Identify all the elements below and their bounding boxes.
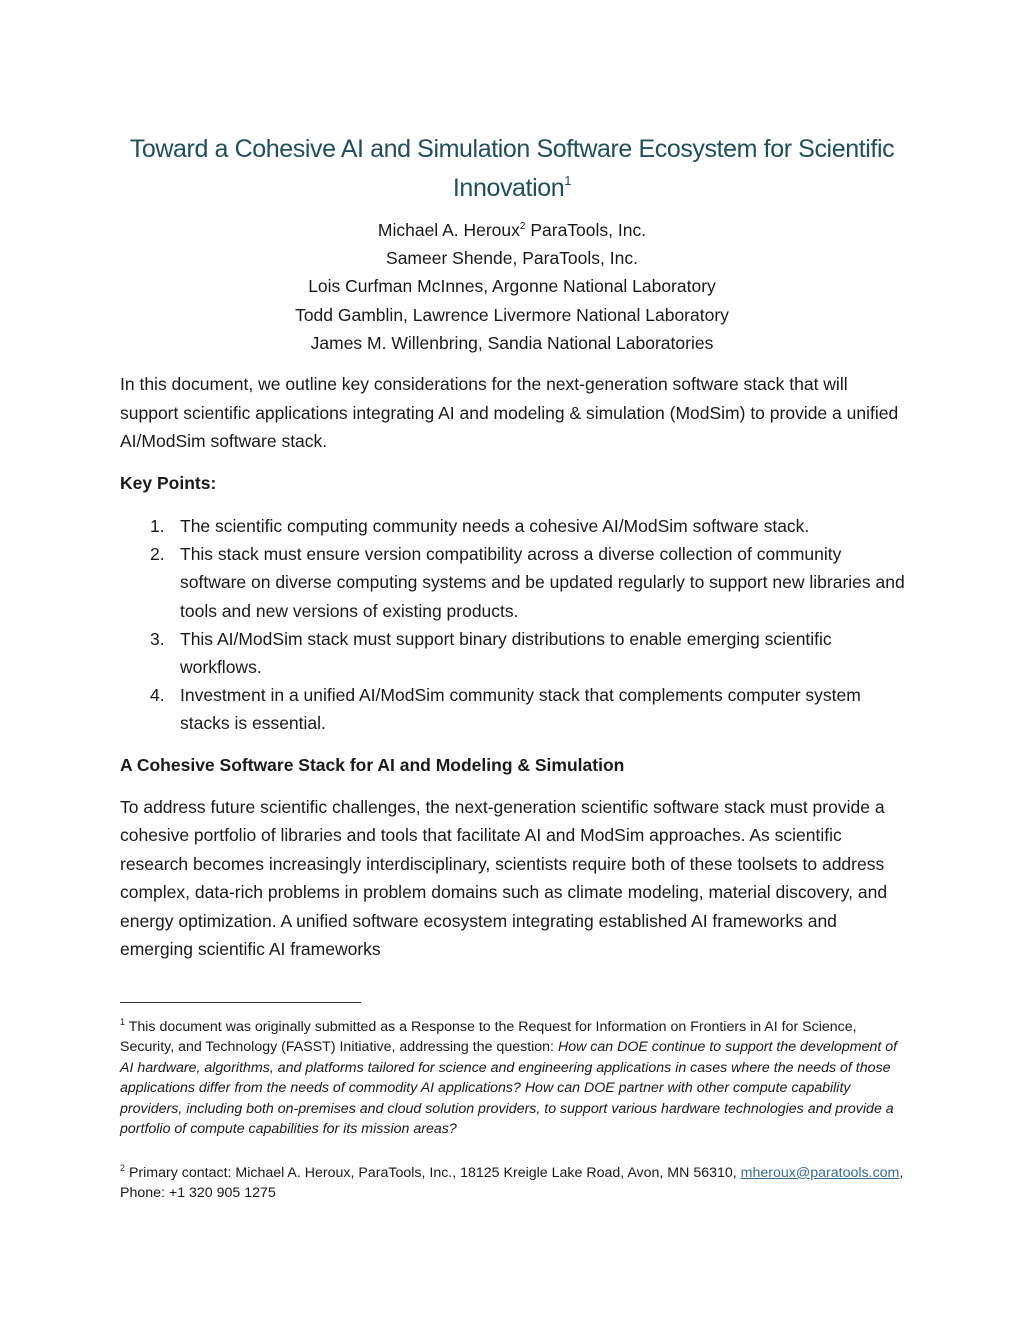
footnote-marker: 2 bbox=[120, 1163, 126, 1173]
list-number: 4. bbox=[150, 685, 165, 706]
author-name: Michael A. Heroux bbox=[377, 220, 520, 240]
author-line bbox=[110, 216, 914, 244]
footnote-question: How can DOE continue to support the development of AI hardware, algorithms, and platforms tailored for science and engineering applications in cases where the needs of those applications differ from the needs of commodity AI applications? How can DOE partner with other compute capability providers, including both on-premises and cloud solution providers, to support various hardware technologies and provide a portfolio of compute capabilities for its mission areas? bbox=[120, 1039, 898, 1138]
document-title bbox=[110, 130, 914, 208]
list-item bbox=[120, 512, 910, 540]
list-number: 1. bbox=[150, 516, 165, 536]
list-item-text: The scientific computing community needs a cohesive AI/ModSim software stack. bbox=[180, 516, 810, 536]
key-points-list bbox=[120, 512, 910, 738]
footnote-1 bbox=[120, 1017, 910, 1139]
title-footnote-marker: 1 bbox=[564, 173, 572, 188]
list-item bbox=[120, 681, 910, 737]
footnote-2 bbox=[120, 1163, 910, 1204]
list-item bbox=[120, 540, 910, 625]
title-text: Toward a Cohesive AI and Simulation Software Ecosystem for Scientific Innovation bbox=[129, 135, 895, 202]
footnote-text: Primary contact: Michael A. Heroux, ParaTools, Inc., 18125 Kreigle Lake Road, Avon, MN 56310, bbox=[125, 1165, 741, 1181]
list-item-text: This AI/ModSim stack must support binary distributions to enable emerging scientific workflows. bbox=[180, 628, 832, 678]
author-line: Sameer Shende, ParaTools, Inc. bbox=[386, 248, 638, 269]
footnote-separator bbox=[120, 1002, 361, 1003]
author-line: Lois Curfman McInnes, Argonne National Laboratory bbox=[308, 276, 716, 297]
footnote-text: This document was originally submitted as a Response to the Request for Information on Frontiers in AI for Science, Security, and Technology (FASST) Initiative, addressing the question: bbox=[120, 1019, 857, 1056]
phone-text: , Phone: +1 320 905 1275 bbox=[120, 1165, 904, 1202]
list-number: 3. bbox=[150, 628, 165, 649]
footnote-marker: 1 bbox=[120, 1017, 126, 1027]
list-item-text: This stack must ensure version compatibility across a diverse collection of community software on diverse computing systems and be updated regularly to support new libraries and tools and new versions of existing products. bbox=[180, 544, 905, 621]
list-item bbox=[120, 625, 910, 681]
section-body-paragraph: To address future scientific challenges, the next-generation scientific software stack must provide a cohesive portfolio of libraries and tools that facilitate AI and ModSim approaches. As scientific research becomes increasingly interdisciplinary, scientists require both of these toolsets to address complex, data-rich problems in problem domains such as climate modeling, material discovery, and energy optimization. A unified software ecosystem integrating established AI frameworks and emerging scientific AI frameworks bbox=[120, 797, 888, 960]
intro-paragraph: In this document, we outline key considerations for the next-generation software stack that will support scientific applications integrating AI and modeling & simulation (ModSim) to provide a unified AI/ModSim software stack. bbox=[120, 374, 899, 451]
author-line: James M. Willenbring, Sandia National Laboratories bbox=[310, 332, 714, 353]
author-line: Todd Gamblin, Lawrence Livermore National Laboratory bbox=[295, 304, 729, 325]
section-heading: A Cohesive Software Stack for AI and Modeling & Simulation bbox=[120, 755, 625, 775]
author-list bbox=[110, 216, 914, 357]
email-link[interactable]: mheroux@paratools.com bbox=[740, 1165, 900, 1181]
key-points-heading: Key Points: bbox=[120, 473, 217, 493]
list-number: 2. bbox=[150, 544, 165, 565]
list-item-text: Investment in a unified AI/ModSim community stack that complements computer system stacks is essential. bbox=[180, 685, 861, 734]
author-affiliation: ParaTools, Inc. bbox=[525, 220, 647, 240]
author-footnote-marker: 2 bbox=[519, 221, 526, 232]
